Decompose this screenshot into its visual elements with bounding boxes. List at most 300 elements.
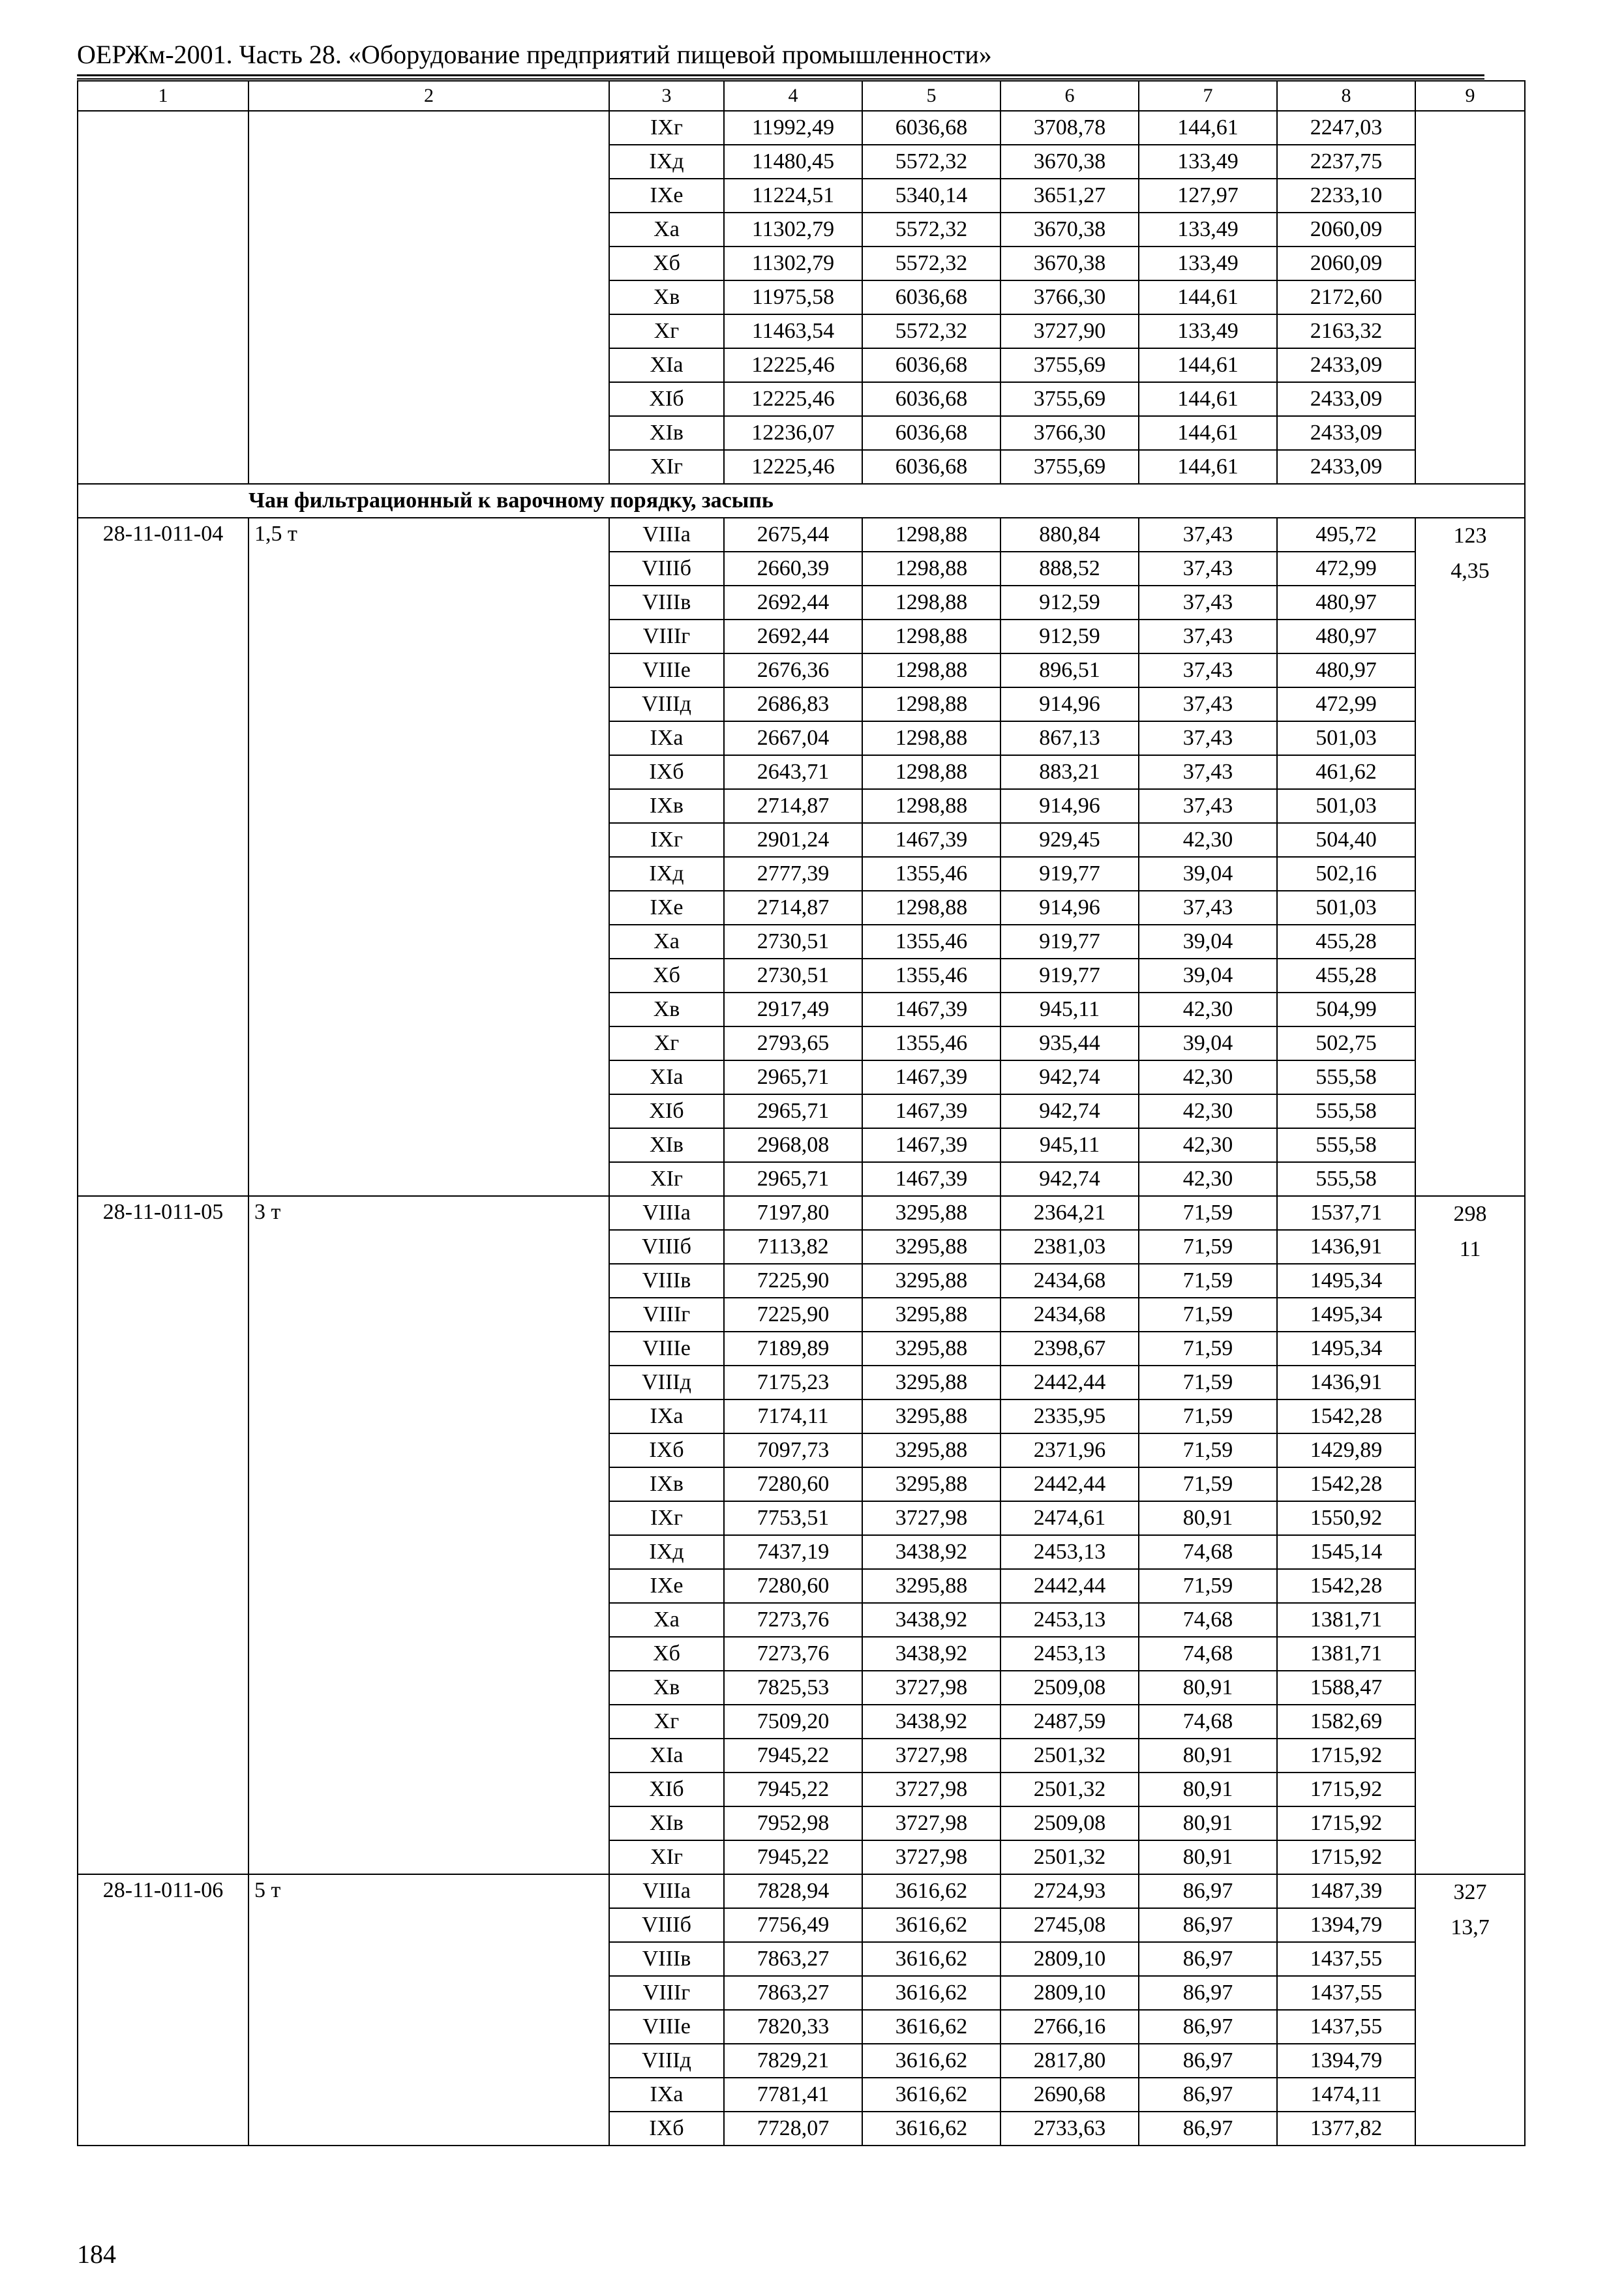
cost-value-cell: 3727,98 bbox=[862, 1806, 1000, 1840]
cost-value-cell: 12236,07 bbox=[724, 416, 862, 450]
cost-value-cell: 502,75 bbox=[1277, 1026, 1415, 1060]
cost-value-cell: 1715,92 bbox=[1277, 1806, 1415, 1840]
labor-cell bbox=[1415, 1874, 1525, 2146]
region-zone-cell: VIIIе bbox=[609, 1332, 724, 1366]
cost-value-cell: 1437,55 bbox=[1277, 1976, 1415, 2010]
cost-value-cell: 3616,62 bbox=[862, 1874, 1000, 1908]
header-rule-double bbox=[77, 78, 1484, 80]
cost-value-cell: 144,61 bbox=[1139, 382, 1277, 416]
cost-value-cell: 6036,68 bbox=[862, 348, 1000, 382]
cost-value-cell: 919,77 bbox=[1000, 925, 1139, 959]
cost-value-cell: 942,74 bbox=[1000, 1162, 1139, 1196]
cost-value-cell: 80,91 bbox=[1139, 1773, 1277, 1806]
cost-value-cell: 1298,88 bbox=[862, 789, 1000, 823]
cost-value-cell: 7820,33 bbox=[724, 2010, 862, 2044]
cost-value-cell: 127,97 bbox=[1139, 179, 1277, 213]
region-zone-cell: Xв bbox=[609, 993, 724, 1026]
cost-value-cell: 2809,10 bbox=[1000, 1942, 1139, 1976]
cost-value-cell: 2434,68 bbox=[1000, 1298, 1139, 1332]
cost-value-cell: 37,43 bbox=[1139, 653, 1277, 687]
region-zone-cell: VIIIг bbox=[609, 1976, 724, 2010]
region-zone-cell: XIг bbox=[609, 450, 724, 484]
cost-value-cell: 37,43 bbox=[1139, 620, 1277, 653]
cost-value-cell: 2660,39 bbox=[724, 552, 862, 586]
cost-value-cell: 2172,60 bbox=[1277, 280, 1415, 314]
equipment-name-cell: 5 т bbox=[248, 1874, 609, 2146]
column-number: 2 bbox=[248, 81, 609, 111]
region-zone-cell: XIa bbox=[609, 1739, 724, 1773]
cost-value-cell: 7225,90 bbox=[724, 1264, 862, 1298]
cost-value-cell: 2777,39 bbox=[724, 857, 862, 891]
cost-value-cell: 2965,71 bbox=[724, 1162, 862, 1196]
region-zone-cell: Xг bbox=[609, 1026, 724, 1060]
cost-value-cell: 555,58 bbox=[1277, 1060, 1415, 1094]
cost-value-cell: 2398,67 bbox=[1000, 1332, 1139, 1366]
cost-value-cell: 2745,08 bbox=[1000, 1908, 1139, 1942]
cost-value-cell: 1437,55 bbox=[1277, 2010, 1415, 2044]
cost-value-cell: 3438,92 bbox=[862, 1535, 1000, 1569]
cost-value-cell: 86,97 bbox=[1139, 2078, 1277, 2112]
cost-value-cell: 71,59 bbox=[1139, 1433, 1277, 1467]
equipment-name-cell bbox=[248, 111, 609, 484]
column-number: 3 bbox=[609, 81, 724, 111]
cost-value-cell: 942,74 bbox=[1000, 1060, 1139, 1094]
cost-value-cell: 7273,76 bbox=[724, 1603, 862, 1637]
column-number: 4 bbox=[724, 81, 862, 111]
region-zone-cell: VIIIб bbox=[609, 1230, 724, 1264]
cost-value-cell: 11463,54 bbox=[724, 314, 862, 348]
cost-value-cell: 74,68 bbox=[1139, 1637, 1277, 1671]
cost-value-cell: 71,59 bbox=[1139, 1298, 1277, 1332]
cost-value-cell: 5572,32 bbox=[862, 145, 1000, 179]
cost-value-cell: 39,04 bbox=[1139, 857, 1277, 891]
labor-value: 298 bbox=[1453, 1202, 1487, 1226]
cost-value-cell: 1429,89 bbox=[1277, 1433, 1415, 1467]
cost-value-cell: 37,43 bbox=[1139, 687, 1277, 721]
cost-value-cell: 1394,79 bbox=[1277, 2044, 1415, 2078]
cost-value-cell: 1537,71 bbox=[1277, 1196, 1415, 1230]
region-zone-cell: IXд bbox=[609, 1535, 724, 1569]
cost-value-cell: 2364,21 bbox=[1000, 1196, 1139, 1230]
cost-value-cell: 1298,88 bbox=[862, 586, 1000, 620]
region-zone-cell: IXб bbox=[609, 2112, 724, 2146]
cost-value-cell: 1715,92 bbox=[1277, 1840, 1415, 1874]
cost-value-cell: 7197,80 bbox=[724, 1196, 862, 1230]
region-zone-cell: Xб bbox=[609, 247, 724, 280]
cost-value-cell: 501,03 bbox=[1277, 789, 1415, 823]
region-zone-cell: Xб bbox=[609, 1637, 724, 1671]
cost-value-cell: 144,61 bbox=[1139, 348, 1277, 382]
region-zone-cell: Xa bbox=[609, 213, 724, 247]
region-zone-cell: XIб bbox=[609, 382, 724, 416]
cost-value-cell: 3295,88 bbox=[862, 1230, 1000, 1264]
table-row bbox=[78, 518, 1525, 552]
cost-value-cell: 2714,87 bbox=[724, 789, 862, 823]
cost-value-cell: 42,30 bbox=[1139, 1094, 1277, 1128]
cost-value-cell: 144,61 bbox=[1139, 450, 1277, 484]
cost-value-cell: 37,43 bbox=[1139, 755, 1277, 789]
region-zone-cell: VIIIв bbox=[609, 1264, 724, 1298]
cost-value-cell: 6036,68 bbox=[862, 450, 1000, 484]
cost-value-cell: 555,58 bbox=[1277, 1162, 1415, 1196]
cost-value-cell: 2335,95 bbox=[1000, 1399, 1139, 1433]
cost-value-cell: 912,59 bbox=[1000, 620, 1139, 653]
column-number: 9 bbox=[1415, 81, 1525, 111]
cost-value-cell: 2643,71 bbox=[724, 755, 862, 789]
section-title: Чан фильтрационный к варочному порядку, засыпь bbox=[248, 484, 1525, 518]
labor-value: 4,35 bbox=[1451, 559, 1490, 583]
cost-value-cell: 1495,34 bbox=[1277, 1264, 1415, 1298]
region-zone-cell: VIIIa bbox=[609, 1196, 724, 1230]
cost-value-cell: 1298,88 bbox=[862, 518, 1000, 552]
cost-value-cell: 71,59 bbox=[1139, 1196, 1277, 1230]
cost-value-cell: 1542,28 bbox=[1277, 1399, 1415, 1433]
cost-value-cell: 2381,03 bbox=[1000, 1230, 1139, 1264]
cost-value-cell: 1474,11 bbox=[1277, 2078, 1415, 2112]
cost-value-cell: 1542,28 bbox=[1277, 1467, 1415, 1501]
cost-value-cell: 867,13 bbox=[1000, 721, 1139, 755]
region-zone-cell: VIIIд bbox=[609, 2044, 724, 2078]
region-zone-cell: XIa bbox=[609, 348, 724, 382]
region-zone-cell: IXa bbox=[609, 721, 724, 755]
cost-value-cell: 12225,46 bbox=[724, 382, 862, 416]
cost-value-cell: 3295,88 bbox=[862, 1399, 1000, 1433]
cost-value-cell: 1550,92 bbox=[1277, 1501, 1415, 1535]
cost-value-cell: 7828,94 bbox=[724, 1874, 862, 1908]
region-zone-cell: Xв bbox=[609, 280, 724, 314]
region-zone-cell: XIв bbox=[609, 416, 724, 450]
cost-value-cell: 1582,69 bbox=[1277, 1705, 1415, 1739]
cost-value-cell: 2901,24 bbox=[724, 823, 862, 857]
region-zone-cell: XIг bbox=[609, 1162, 724, 1196]
cost-value-cell: 1542,28 bbox=[1277, 1569, 1415, 1603]
cost-value-cell: 42,30 bbox=[1139, 1128, 1277, 1162]
cost-value-cell: 37,43 bbox=[1139, 552, 1277, 586]
rate-table-body bbox=[78, 81, 1525, 2146]
cost-value-cell: 2690,68 bbox=[1000, 2078, 1139, 2112]
region-zone-cell: IXд bbox=[609, 145, 724, 179]
column-number: 6 bbox=[1000, 81, 1139, 111]
cost-value-cell: 71,59 bbox=[1139, 1569, 1277, 1603]
table-row bbox=[78, 1874, 1525, 1908]
cost-value-cell: 480,97 bbox=[1277, 586, 1415, 620]
cost-value-cell: 2060,09 bbox=[1277, 213, 1415, 247]
region-zone-cell: VIIIг bbox=[609, 620, 724, 653]
cost-value-cell: 3727,98 bbox=[862, 1840, 1000, 1874]
section-lead-cell bbox=[78, 484, 248, 518]
cost-value-cell: 2433,09 bbox=[1277, 450, 1415, 484]
cost-value-cell: 3616,62 bbox=[862, 2112, 1000, 2146]
column-number: 8 bbox=[1277, 81, 1415, 111]
cost-value-cell: 3755,69 bbox=[1000, 382, 1139, 416]
rate-code-cell: 28-11-011-06 bbox=[78, 1874, 248, 2146]
cost-value-cell: 80,91 bbox=[1139, 1671, 1277, 1705]
region-zone-cell: IXб bbox=[609, 1433, 724, 1467]
cost-value-cell: 504,99 bbox=[1277, 993, 1415, 1026]
cost-value-cell: 3727,98 bbox=[862, 1773, 1000, 1806]
region-zone-cell: IXг bbox=[609, 823, 724, 857]
region-zone-cell: IXе bbox=[609, 179, 724, 213]
page-number: 184 bbox=[77, 2239, 116, 2269]
cost-value-cell: 1467,39 bbox=[862, 993, 1000, 1026]
cost-value-cell: 2501,32 bbox=[1000, 1840, 1139, 1874]
region-zone-cell: IXв bbox=[609, 789, 724, 823]
cost-value-cell: 3616,62 bbox=[862, 2044, 1000, 2078]
region-zone-cell: Xa bbox=[609, 1603, 724, 1637]
section-row bbox=[78, 484, 1525, 518]
cost-value-cell: 1436,91 bbox=[1277, 1366, 1415, 1399]
cost-value-cell: 1355,46 bbox=[862, 1026, 1000, 1060]
cost-value-cell: 7509,20 bbox=[724, 1705, 862, 1739]
cost-value-cell: 86,97 bbox=[1139, 1908, 1277, 1942]
cost-value-cell: 2237,75 bbox=[1277, 145, 1415, 179]
region-zone-cell: VIIIв bbox=[609, 1942, 724, 1976]
cost-value-cell: 1377,82 bbox=[1277, 2112, 1415, 2146]
cost-value-cell: 1467,39 bbox=[862, 823, 1000, 857]
cost-value-cell: 1467,39 bbox=[862, 1128, 1000, 1162]
labor-value: 11 bbox=[1459, 1237, 1481, 1261]
column-number-row bbox=[78, 81, 1525, 111]
cost-value-cell: 11975,58 bbox=[724, 280, 862, 314]
cost-value-cell: 133,49 bbox=[1139, 247, 1277, 280]
cost-value-cell: 1298,88 bbox=[862, 891, 1000, 925]
cost-value-cell: 2724,93 bbox=[1000, 1874, 1139, 1908]
cost-value-cell: 2809,10 bbox=[1000, 1976, 1139, 2010]
cost-value-cell: 1298,88 bbox=[862, 755, 1000, 789]
cost-value-cell: 2371,96 bbox=[1000, 1433, 1139, 1467]
cost-value-cell: 80,91 bbox=[1139, 1739, 1277, 1773]
cost-value-cell: 42,30 bbox=[1139, 1060, 1277, 1094]
column-number: 7 bbox=[1139, 81, 1277, 111]
cost-value-cell: 7280,60 bbox=[724, 1467, 862, 1501]
cost-value-cell: 3727,98 bbox=[862, 1739, 1000, 1773]
cost-value-cell: 37,43 bbox=[1139, 721, 1277, 755]
cost-value-cell: 3616,62 bbox=[862, 1976, 1000, 2010]
cost-value-cell: 37,43 bbox=[1139, 586, 1277, 620]
column-number: 5 bbox=[862, 81, 1000, 111]
region-zone-cell: VIIIб bbox=[609, 552, 724, 586]
cost-value-cell: 555,58 bbox=[1277, 1128, 1415, 1162]
cost-value-cell: 7952,98 bbox=[724, 1806, 862, 1840]
cost-value-cell: 2917,49 bbox=[724, 993, 862, 1026]
cost-value-cell: 2501,32 bbox=[1000, 1773, 1139, 1806]
cost-value-cell: 1394,79 bbox=[1277, 1908, 1415, 1942]
cost-value-cell: 5340,14 bbox=[862, 179, 1000, 213]
cost-value-cell: 3295,88 bbox=[862, 1467, 1000, 1501]
region-zone-cell: XIв bbox=[609, 1128, 724, 1162]
equipment-name-cell: 3 т bbox=[248, 1196, 609, 1874]
cost-value-cell: 3727,98 bbox=[862, 1501, 1000, 1535]
cost-value-cell: 3616,62 bbox=[862, 2078, 1000, 2112]
cost-value-cell: 6036,68 bbox=[862, 111, 1000, 145]
cost-value-cell: 7273,76 bbox=[724, 1637, 862, 1671]
cost-value-cell: 555,58 bbox=[1277, 1094, 1415, 1128]
cost-value-cell: 2487,59 bbox=[1000, 1705, 1139, 1739]
cost-value-cell: 6036,68 bbox=[862, 416, 1000, 450]
cost-value-cell: 37,43 bbox=[1139, 891, 1277, 925]
cost-value-cell: 2676,36 bbox=[724, 653, 862, 687]
cost-value-cell: 3727,98 bbox=[862, 1671, 1000, 1705]
cost-value-cell: 39,04 bbox=[1139, 959, 1277, 993]
cost-value-cell: 3295,88 bbox=[862, 1264, 1000, 1298]
cost-value-cell: 501,03 bbox=[1277, 891, 1415, 925]
page-header: ОЕРЖм-2001. Часть 28. «Оборудование предприятий пищевой промышленности» bbox=[77, 40, 992, 69]
table-row bbox=[78, 111, 1525, 145]
cost-value-cell: 133,49 bbox=[1139, 145, 1277, 179]
cost-value-cell: 7863,27 bbox=[724, 1942, 862, 1976]
cost-value-cell: 144,61 bbox=[1139, 416, 1277, 450]
cost-value-cell: 3438,92 bbox=[862, 1603, 1000, 1637]
region-zone-cell: IXе bbox=[609, 1569, 724, 1603]
cost-value-cell: 1545,14 bbox=[1277, 1535, 1415, 1569]
cost-value-cell: 2433,09 bbox=[1277, 348, 1415, 382]
cost-value-cell: 2433,09 bbox=[1277, 382, 1415, 416]
cost-value-cell: 3651,27 bbox=[1000, 179, 1139, 213]
cost-value-cell: 3295,88 bbox=[862, 1366, 1000, 1399]
cost-value-cell: 5572,32 bbox=[862, 314, 1000, 348]
cost-value-cell: 71,59 bbox=[1139, 1332, 1277, 1366]
cost-value-cell: 71,59 bbox=[1139, 1264, 1277, 1298]
cost-value-cell: 929,45 bbox=[1000, 823, 1139, 857]
cost-value-cell: 3670,38 bbox=[1000, 247, 1139, 280]
cost-value-cell: 1467,39 bbox=[862, 1094, 1000, 1128]
region-zone-cell: XIб bbox=[609, 1094, 724, 1128]
cost-value-cell: 2474,61 bbox=[1000, 1501, 1139, 1535]
cost-value-cell: 5572,32 bbox=[862, 213, 1000, 247]
cost-value-cell: 880,84 bbox=[1000, 518, 1139, 552]
cost-value-cell: 3295,88 bbox=[862, 1196, 1000, 1230]
rate-code-cell: 28-11-011-04 bbox=[78, 518, 248, 1196]
region-zone-cell: VIIIб bbox=[609, 1908, 724, 1942]
cost-value-cell: 2686,83 bbox=[724, 687, 862, 721]
cost-value-cell: 5572,32 bbox=[862, 247, 1000, 280]
cost-value-cell: 2730,51 bbox=[724, 959, 862, 993]
cost-value-cell: 1715,92 bbox=[1277, 1739, 1415, 1773]
rate-code-cell bbox=[78, 111, 248, 484]
region-zone-cell: IXг bbox=[609, 111, 724, 145]
cost-value-cell: 86,97 bbox=[1139, 2044, 1277, 2078]
cost-value-cell: 42,30 bbox=[1139, 823, 1277, 857]
cost-value-cell: 919,77 bbox=[1000, 857, 1139, 891]
cost-value-cell: 2442,44 bbox=[1000, 1569, 1139, 1603]
cost-value-cell: 144,61 bbox=[1139, 280, 1277, 314]
cost-value-cell: 11992,49 bbox=[724, 111, 862, 145]
cost-value-cell: 86,97 bbox=[1139, 2112, 1277, 2146]
cost-value-cell: 1437,55 bbox=[1277, 1942, 1415, 1976]
cost-value-cell: 472,99 bbox=[1277, 552, 1415, 586]
cost-value-cell: 2817,80 bbox=[1000, 2044, 1139, 2078]
cost-value-cell: 80,91 bbox=[1139, 1840, 1277, 1874]
region-zone-cell: Xб bbox=[609, 959, 724, 993]
cost-value-cell: 1298,88 bbox=[862, 721, 1000, 755]
cost-value-cell: 7225,90 bbox=[724, 1298, 862, 1332]
cost-value-cell: 7945,22 bbox=[724, 1773, 862, 1806]
cost-value-cell: 1355,46 bbox=[862, 857, 1000, 891]
cost-value-cell: 86,97 bbox=[1139, 2010, 1277, 2044]
cost-value-cell: 7728,07 bbox=[724, 2112, 862, 2146]
region-zone-cell: VIIIг bbox=[609, 1298, 724, 1332]
cost-value-cell: 7756,49 bbox=[724, 1908, 862, 1942]
cost-value-cell: 461,62 bbox=[1277, 755, 1415, 789]
cost-value-cell: 7945,22 bbox=[724, 1739, 862, 1773]
labor-cell bbox=[1415, 111, 1525, 484]
cost-value-cell: 1495,34 bbox=[1277, 1298, 1415, 1332]
cost-value-cell: 1381,71 bbox=[1277, 1637, 1415, 1671]
cost-value-cell: 11224,51 bbox=[724, 179, 862, 213]
header-rule bbox=[77, 74, 1484, 76]
labor-value: 123 bbox=[1453, 524, 1487, 548]
region-zone-cell: VIIIa bbox=[609, 1874, 724, 1908]
cost-value-cell: 7097,73 bbox=[724, 1433, 862, 1467]
cost-value-cell: 3295,88 bbox=[862, 1332, 1000, 1366]
cost-value-cell: 2247,03 bbox=[1277, 111, 1415, 145]
table-row bbox=[78, 1196, 1525, 1230]
cost-value-cell: 3670,38 bbox=[1000, 213, 1139, 247]
cost-value-cell: 7753,51 bbox=[724, 1501, 862, 1535]
cost-value-cell: 1467,39 bbox=[862, 1162, 1000, 1196]
cost-value-cell: 7189,89 bbox=[724, 1332, 862, 1366]
region-zone-cell: IXa bbox=[609, 1399, 724, 1433]
cost-value-cell: 3670,38 bbox=[1000, 145, 1139, 179]
cost-value-cell: 39,04 bbox=[1139, 925, 1277, 959]
cost-value-cell: 86,97 bbox=[1139, 1942, 1277, 1976]
cost-value-cell: 12225,46 bbox=[724, 450, 862, 484]
cost-value-cell: 945,11 bbox=[1000, 993, 1139, 1026]
cost-value-cell: 6036,68 bbox=[862, 382, 1000, 416]
cost-value-cell: 2965,71 bbox=[724, 1060, 862, 1094]
cost-value-cell: 1436,91 bbox=[1277, 1230, 1415, 1264]
cost-value-cell: 1487,39 bbox=[1277, 1874, 1415, 1908]
cost-value-cell: 2060,09 bbox=[1277, 247, 1415, 280]
cost-value-cell: 914,96 bbox=[1000, 789, 1139, 823]
cost-value-cell: 455,28 bbox=[1277, 959, 1415, 993]
cost-value-cell: 2163,32 bbox=[1277, 314, 1415, 348]
region-zone-cell: VIIIд bbox=[609, 687, 724, 721]
cost-value-cell: 1467,39 bbox=[862, 1060, 1000, 1094]
cost-value-cell: 2692,44 bbox=[724, 620, 862, 653]
cost-value-cell: 6036,68 bbox=[862, 280, 1000, 314]
cost-value-cell: 80,91 bbox=[1139, 1501, 1277, 1535]
cost-value-cell: 455,28 bbox=[1277, 925, 1415, 959]
region-zone-cell: Xв bbox=[609, 1671, 724, 1705]
cost-value-cell: 7280,60 bbox=[724, 1569, 862, 1603]
cost-value-cell: 2442,44 bbox=[1000, 1467, 1139, 1501]
cost-value-cell: 2675,44 bbox=[724, 518, 862, 552]
cost-value-cell: 1298,88 bbox=[862, 552, 1000, 586]
cost-value-cell: 37,43 bbox=[1139, 518, 1277, 552]
cost-value-cell: 3616,62 bbox=[862, 2010, 1000, 2044]
cost-value-cell: 914,96 bbox=[1000, 891, 1139, 925]
cost-value-cell: 2453,13 bbox=[1000, 1603, 1139, 1637]
cost-value-cell: 37,43 bbox=[1139, 789, 1277, 823]
cost-value-cell: 11302,79 bbox=[724, 213, 862, 247]
cost-value-cell: 71,59 bbox=[1139, 1230, 1277, 1264]
cost-value-cell: 42,30 bbox=[1139, 993, 1277, 1026]
cost-value-cell: 883,21 bbox=[1000, 755, 1139, 789]
cost-value-cell: 3616,62 bbox=[862, 1942, 1000, 1976]
cost-value-cell: 1588,47 bbox=[1277, 1671, 1415, 1705]
cost-value-cell: 74,68 bbox=[1139, 1705, 1277, 1739]
region-zone-cell: VIIIд bbox=[609, 1366, 724, 1399]
cost-value-cell: 2968,08 bbox=[724, 1128, 862, 1162]
cost-value-cell: 504,40 bbox=[1277, 823, 1415, 857]
cost-value-cell: 2433,09 bbox=[1277, 416, 1415, 450]
cost-value-cell: 2730,51 bbox=[724, 925, 862, 959]
cost-value-cell: 1298,88 bbox=[862, 620, 1000, 653]
cost-value-cell: 7175,23 bbox=[724, 1366, 862, 1399]
cost-value-cell: 71,59 bbox=[1139, 1399, 1277, 1433]
cost-value-cell: 7781,41 bbox=[724, 2078, 862, 2112]
